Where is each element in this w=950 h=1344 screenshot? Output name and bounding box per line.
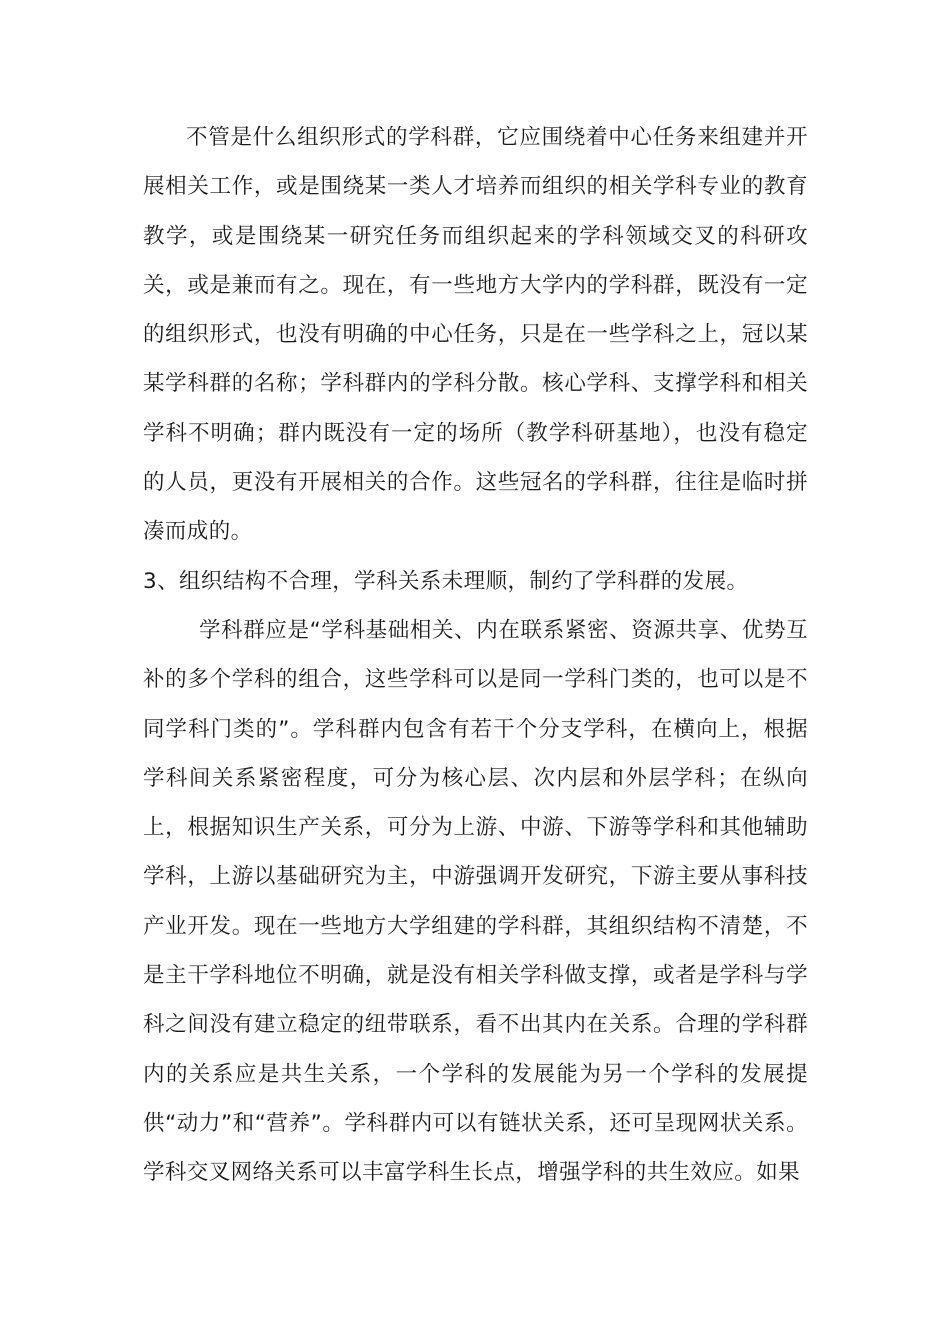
paragraph-discipline-group: 学科群应是“学科基础相关、内在联系紧密、资源共享、优势互补的多个学科的组合，这些学科可以是同一学科门类的，也可以是不同学科门类的”。学科群内包含有若干个分支学科，在横向上，根据学科间关系紧密程度，可分为核心层、次内层和外层学科；在纵向上，根据知识生产关系，可分为上游、中游、下游等学科和其他辅助学科，上游以基础研究为主，中游强调开发研究，下游主要从事科技产业开发。现在一些地方大学组建的学科群，其组织结构不清楚，不是主干学科地位不明确，就是没有相关学科做支撑，或者是学科与学科之间没有建立稳定的纽带联系，看不出其内在关系。合理的学科群内的关系应是共生关系，一个学科的发展能为另一个学科的发展提供“动力”和“营养”。学科群内可以有链状关系，还可呈现网状关系。学科交叉网络关系可以丰富学科生长点，增强学科的共生效应。如果: [143, 617, 808, 1186]
section-heading-3: 3、组织结构不合理，学科关系未理顺，制约了学科群的发展。: [143, 568, 749, 594]
body-text: [143, 113, 808, 1198]
paragraph-organization-form: 不管是什么组织形式的学科群，它应围绕着中心任务来组建并开展相关工作，或是围绕某一类人才培养而组织的相关学科专业的教育教学，或是围绕某一研究任务而组织起来的学科领域交叉的科研攻关，或是兼而有之。现在，有一些地方大学内的学科群，既没有一定的组织形式，也没有明确的中心任务，只是在一些学科之上，冠以某某学科群的名称；学科群内的学科分散。核心学科、支撑学科和相关学科不明确；群内既没有一定的场所（教学科研基地），也没有稳定的人员，更没有开展相关的合作。这些冠名的学科群，往往是临时拼凑而成的。: [143, 125, 808, 545]
